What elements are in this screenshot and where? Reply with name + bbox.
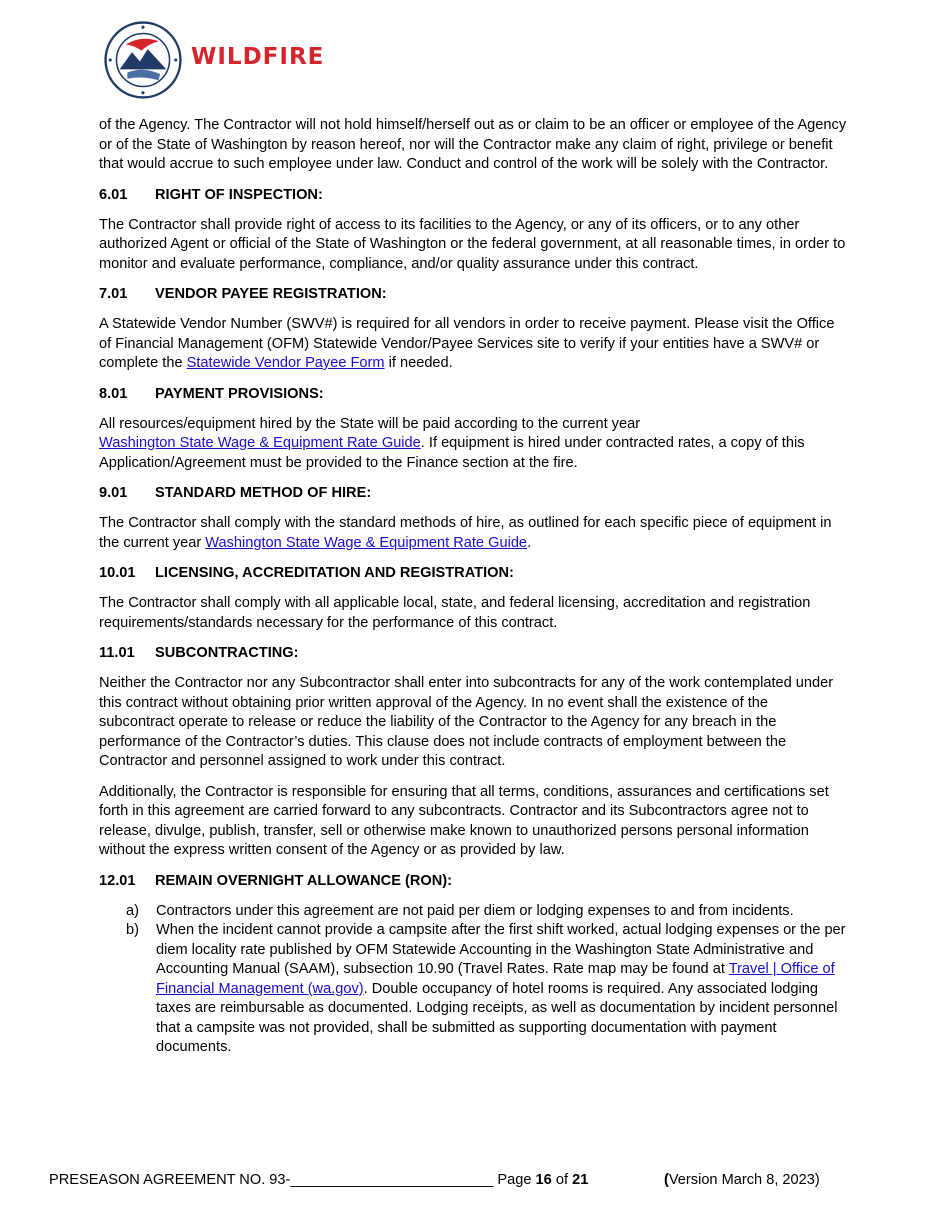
ron-list <box>99 902 847 1058</box>
page-word: Page <box>497 1172 532 1188</box>
section-title: STANDARD METHOD OF HIRE: <box>155 485 372 501</box>
list-marker: a) <box>126 902 139 919</box>
section-title: SUBCONTRACTING: <box>155 645 299 661</box>
intro-paragraph: of the Agency. The Contractor will not hold himself/herself out as or claim to be an officer or employee of the Agency or of the State of Washington by reason hereof, nor will the Contractor make any claim of right, privilege or benefit that would accrue to such employee under law. Conduct and control of the work will be solely with the Contractor. <box>99 117 847 172</box>
footer-agreement <box>49 1172 588 1188</box>
dnr-seal-logo <box>104 21 182 99</box>
text-run: . If equipment is hired under contracted rates, a copy of this Application/Agreement must be provided to the Finance section at the fire. <box>99 435 805 471</box>
section-heading-11 <box>99 644 847 663</box>
text-run: . Double occupancy of hotel rooms is required. Any associated lodging taxes are reimbursable as documented. Lodging receipts, as well as documentation by incident personnel that a campsite was not provided, shall be submitted as supporting documentation with payment documents. <box>156 980 838 1055</box>
travel-ofm-link[interactable]: Travel | Office of Financial Management (wa.gov) <box>156 961 835 997</box>
vendor-payee-form-link[interactable]: Statewide Vendor Payee Form <box>186 355 385 371</box>
footer-version <box>664 1172 820 1188</box>
section-title: RIGHT OF INSPECTION: <box>155 186 323 203</box>
section-heading-10 <box>99 564 847 583</box>
text-run: A Statewide Vendor Number (SWV#) is required for all vendors in order to receive payment. Please visit the Office of Financial Management (OFM) Statewide Vendor/Payee Services site to verify if your entities have a SWV# or complete the <box>99 316 835 371</box>
list-marker: b) <box>126 922 139 938</box>
text-run: When the incident cannot provide a campsite after the first shift worked, actual lodging expenses or the per diem locality rate published by OFM Statewide Accounting in the Washington State Administrative and Accounting Manual (SAAM), subsection 10.90 (Travel Rates. Rate map may be found at <box>156 922 846 977</box>
of-word: of <box>555 1172 569 1188</box>
section-number: 9.01 <box>99 485 128 501</box>
section-heading-7 <box>99 285 847 304</box>
section-text-11b: Additionally, the Contractor is responsible for ensuring that all terms, conditions, assurances and certifications set forth in this agreement are carried forward to any subcontracts. Contractor and its Subcontractors agree not to release, divulge, publish, transfer, sell or otherwise make known to unauthorized persons personal information without the express written consent of the Agency or as provided by law. <box>99 783 829 858</box>
wage-rate-guide-link[interactable]: Washington State Wage & Equipment Rate Guide <box>99 435 421 451</box>
wildfire-logo-text: WILDFIRE <box>191 44 325 70</box>
section-heading-9 <box>99 484 847 503</box>
agreement-label: PRESEASON AGREEMENT NO. 93- <box>49 1172 291 1188</box>
section-number: 8.01 <box>99 385 128 402</box>
section-heading-8 <box>99 385 847 404</box>
section-number: 11.01 <box>99 645 135 661</box>
agreement-number-blank: _________________________ <box>290 1172 494 1188</box>
section-text-6: The Contractor shall provide right of access to its facilities to the Agency, or any of its officers, or to any other authorized Agent or official of the State of Washington or the federal government, at all reasonable times, in order to monitor and evaluate performance, compliance, and/or quality assurance under this contract. <box>99 216 846 272</box>
page-current: 16 <box>535 1172 552 1188</box>
text-run: Contractors under this agreement are not paid per diem or lodging expenses to and from incidents. <box>156 902 794 919</box>
section-text-10: The Contractor shall comply with all applicable local, state, and federal licensing, accreditation and registration requirements/standards necessary for the performance of this contract. <box>99 595 811 631</box>
text-run: if needed. <box>384 355 453 371</box>
page-total: 21 <box>572 1172 589 1188</box>
section-text-7 <box>99 315 847 374</box>
section-text-8 <box>99 415 847 474</box>
section-heading-12 <box>99 872 847 891</box>
list-item <box>99 902 847 922</box>
section-text-9 <box>99 514 847 553</box>
section-heading-6 <box>99 186 847 205</box>
section-number: 10.01 <box>99 565 136 581</box>
text-run: The Contractor shall comply with the standard methods of hire, as outlined for each specific piece of equipment in the current year <box>99 515 832 551</box>
section-title: PAYMENT PROVISIONS: <box>155 385 324 402</box>
section-text-11a: Neither the Contractor nor any Subcontractor shall enter into subcontracts for any of the work contemplated under this contract without obtaining prior written approval of the Agency. In no event shall the existence of the subcontract operate to release or reduce the liability of the Contractor to the Agency for any breach in the performance of the Contractor’s duties. This clause does not include contracts of employment between the Contractor and personnel assigned to work under this contract. <box>99 675 834 769</box>
section-number: 12.01 <box>99 872 136 889</box>
section-title: VENDOR PAYEE REGISTRATION: <box>155 286 387 302</box>
section-number: 6.01 <box>99 186 128 203</box>
text-run: All resources/equipment hired by the State will be paid according to the current year <box>99 415 641 432</box>
version-paren: ( <box>664 1172 669 1188</box>
version-text: Version March 8, 2023) <box>668 1172 820 1188</box>
wage-rate-guide-link[interactable]: Washington State Wage & Equipment Rate Guide <box>205 534 528 551</box>
list-item <box>99 921 847 1058</box>
section-title: LICENSING, ACCREDITATION AND REGISTRATION: <box>155 565 514 581</box>
section-number: 7.01 <box>99 286 128 302</box>
document-body <box>99 116 847 1058</box>
section-title: REMAIN OVERNIGHT ALLOWANCE (RON): <box>155 872 452 889</box>
text-run: . <box>527 534 532 551</box>
